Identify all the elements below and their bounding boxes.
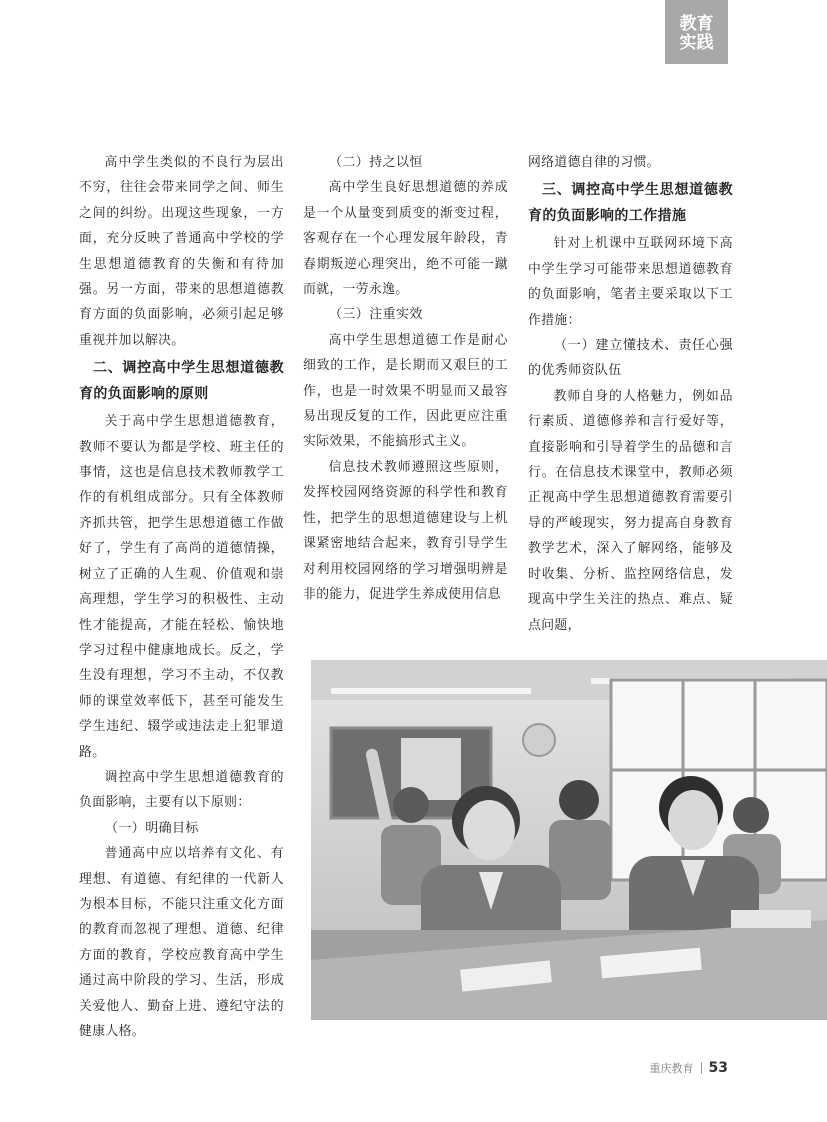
- subsection-heading: （三）注重实效: [329, 307, 423, 323]
- paragraph: 普通高中应以培养有文化、有理想、有道德、有纪律的一代新人为根本目标，不能只注重文化方面的教育而忽视了理想、道德、纪律方面的教育，学校应教育高中学生通过高中阶段的学习、生活，形成关爱他人、勤奋上进、遵纪守法的健康人格。: [79, 846, 284, 1039]
- subsection-heading: （二）持之以恒: [329, 155, 423, 170]
- section-heading: 二、调控高中学生思想道德教育的负面影响的原则: [79, 360, 284, 403]
- subsection-heading: （一）明确目标: [105, 820, 199, 836]
- section-tab-line2: 实践: [679, 33, 714, 53]
- paragraph: 高中学生类似的不良行为层出不穷，往往会带来同学之间、师生之间的纠纷。出现这些现象，一方面，充分反映了普通高中学校的学生思想道德教育的失衡和有待加强。另一方面，带来的思想道德教育方面的负面影响，必须引起足够重视并加以解决。: [79, 155, 284, 348]
- paragraph: 教师自身的人格魅力，例如品行素质、道德修养和言行爱好等，直接影响和引导着学生的品德和言行。在信息技术课堂中，教师必须正视高中学生思想道德教育需要引导的严峻现实，努力提高自身教育教学艺术，深入了解网络，能够及时收集、分析、监控网络信息，发现高中学生关注的热点、难点、疑点问题，: [528, 388, 733, 633]
- paragraph: 调控高中学生思想道德教育的负面影响，主要有以下原则：: [79, 769, 284, 811]
- paragraph: 针对上机课中互联网环境下高中学生学习可能带来思想道德教育的负面影响，笔者主要采取以下工作措施：: [528, 236, 733, 328]
- column-3: [528, 150, 733, 638]
- column-1: [79, 150, 284, 1044]
- paragraph: 关于高中学生思想道德教育，教师不要认为都是学校、班主任的事情，这也是信息技术教师教学工作的有机组成部分。只有全体教师齐抓共管，把学生思想道德工作做好了，学生有了高尚的道德情操，树立了正确的人生观、价值观和崇高理想，学生学习的积极性、主动性才能提高，才能在轻松、愉快地学习过程中健康地成长。反之，学生没有理想，学习不主动，不仅教师的课堂效率低下，甚至可能发生学生违纪、辍学或违法走上犯罪道路。: [79, 414, 284, 760]
- classroom-photo: [311, 660, 827, 1020]
- column-2: [303, 150, 508, 607]
- journal-name: 重庆教育: [649, 1062, 694, 1075]
- classroom-photo-illustration: [311, 660, 827, 1020]
- subsection-heading: （一）建立懂技术、责任心强的优秀师资队伍: [528, 338, 733, 379]
- paragraph: 高中学生思想道德工作是耐心细致的工作，是长期而又艰巨的工作，也是一时效果不明显而又最容易出现反复的工作，因此更应注重实际效果，不能搞形式主义。: [303, 332, 508, 450]
- paragraph: 信息技术教师遵照这些原则，发挥校园网络资源的科学性和教育性，把学生的思想道德建设与上机课紧密地结合起来，教育引导学生对利用校园网络的学习增强明辨是非的能力，促进学生养成使用信息: [303, 459, 508, 602]
- paragraph: 网络道德自律的习惯。: [528, 155, 660, 170]
- page-footer: [650, 1060, 728, 1076]
- section-tab-line1: 教育: [679, 14, 714, 34]
- section-tab: [665, 0, 728, 64]
- footer-divider: [701, 1062, 702, 1074]
- page-number: 53: [708, 1060, 728, 1076]
- paragraph: 高中学生良好思想道德的养成是一个从量变到质变的渐变过程，客观存在一个心理发展年龄段，青春期叛逆心理突出，绝不可能一蹴而就，一劳永逸。: [303, 180, 508, 298]
- section-heading: 三、调控高中学生思想道德教育的负面影响的工作措施: [528, 182, 733, 225]
